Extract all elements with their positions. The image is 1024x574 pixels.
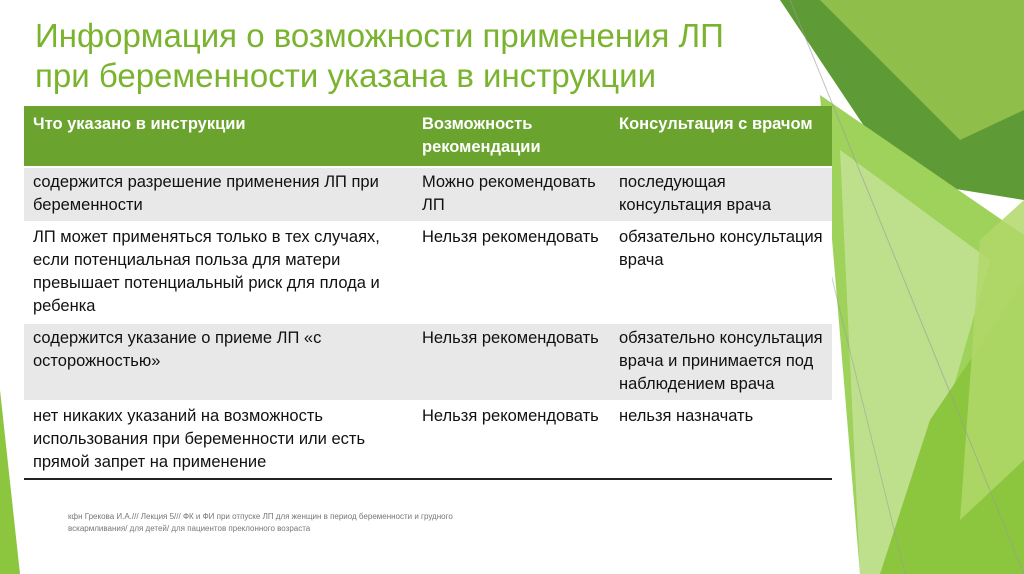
table-row: [24, 167, 832, 222]
cell-consultation: обязательно консультация врача и принимается под наблюдением врача: [610, 323, 832, 401]
footer-line1: кфн Грекова И.А./// Лекция 5/// ФК и ФИ при отпуске ЛП для женщин в период беременности и грудного: [68, 512, 453, 521]
slide-title-line1: Информация о возможности применения ЛП: [35, 17, 724, 54]
cell-recommendation: Нельзя рекомендовать: [413, 323, 610, 401]
cell-instruction: нет никаких указаний на возможность использования при беременности или есть прямой запрет на применение: [24, 401, 413, 479]
cell-recommendation: Можно рекомендовать ЛП: [413, 167, 610, 222]
column-header-recommendation: Возможность рекомендации: [413, 106, 610, 167]
cell-consultation: нельзя назначать: [610, 401, 832, 479]
footer-line2: вскармливания/ для детей/ для пациентов преклонного возраста: [68, 524, 311, 533]
cell-instruction: содержится разрешение применения ЛП при беременности: [24, 167, 413, 222]
cell-instruction: содержится указание о приеме ЛП «с осторожностью»: [24, 323, 413, 401]
instruction-table: [24, 106, 832, 480]
column-header-instruction: Что указано в инструкции: [24, 106, 413, 167]
table-header-row: [24, 106, 832, 167]
slide-title: [35, 16, 795, 96]
table-row: [24, 401, 832, 479]
cell-consultation: обязательно консультация врача: [610, 222, 832, 323]
slide-title-line2: при беременности указана в инструкции: [35, 57, 657, 94]
table-row: [24, 222, 832, 323]
slide-footer: [68, 511, 588, 535]
column-header-consultation: Консультация с врачом: [610, 106, 832, 167]
cell-recommendation: Нельзя рекомендовать: [413, 222, 610, 323]
left-green-triangle: [0, 390, 20, 574]
cell-instruction: ЛП может применяться только в тех случаях, если потенциальная польза для матери превышает потенциальный риск для плода и ребенка: [24, 222, 413, 323]
cell-recommendation: Нельзя рекомендовать: [413, 401, 610, 479]
cell-consultation: последующая консультация врача: [610, 167, 832, 222]
table-row: [24, 323, 832, 401]
